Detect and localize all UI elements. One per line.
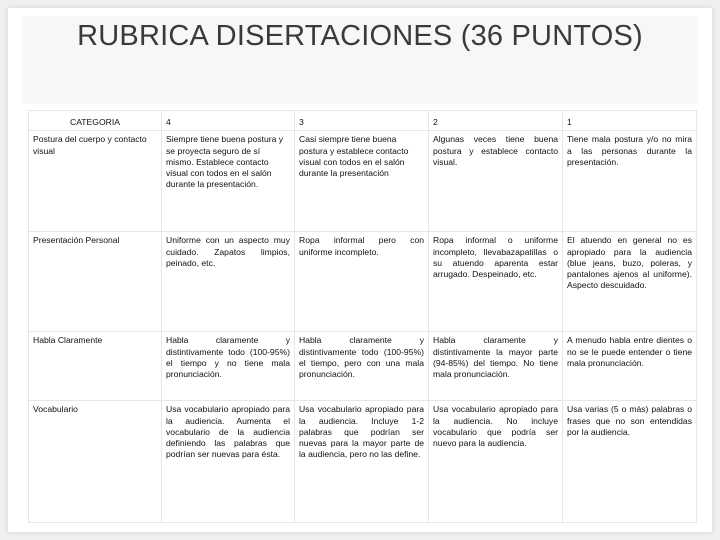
table-row bbox=[29, 401, 697, 523]
table-row bbox=[29, 131, 697, 232]
category-cell: Vocabulario bbox=[29, 401, 162, 523]
score-1-cell: A menudo habla entre dientes o no se le puede entender o tiene mala pronunciación. bbox=[563, 332, 697, 401]
table-row bbox=[29, 232, 697, 332]
slide-title: RUBRICA DISERTACIONES (36 PUNTOS) bbox=[77, 20, 643, 52]
score-1-cell: El atuendo en general no es apropiado para la audiencia (blue jeans, buzo, poleras, y pantalones ajenos al uniforme). Aspecto descuidado. bbox=[563, 232, 697, 332]
score-1-cell: Tiene mala postura y/o no mira a las personas durante la presentación. bbox=[563, 131, 697, 232]
header-category: CATEGORIA bbox=[29, 111, 162, 131]
score-4-cell: Siempre tiene buena postura y se proyecta seguro de sí mismo. Establece contacto visual con todos en el salón durante la presentación. bbox=[162, 131, 295, 232]
score-1-cell: Usa varias (5 o más) palabras o frases que no son entendidas por la audiencia. bbox=[563, 401, 697, 523]
score-4-cell: Usa vocabulario apropiado para la audiencia. Aumenta el vocabulario de la audiencia definiendo las palabras que podrían ser nuevas para ésta. bbox=[162, 401, 295, 523]
score-4-cell: Uniforme con un aspecto muy cuidado. Zapatos limpios, peinado, etc. bbox=[162, 232, 295, 332]
score-2-cell: Algunas veces tiene buena postura y establece contacto visual. bbox=[429, 131, 563, 232]
score-3-cell: Ropa informal pero con uniforme incompleto. bbox=[295, 232, 429, 332]
score-3-cell: Casi siempre tiene buena postura y establece contacto visual con todos en el salón durante la presentación bbox=[295, 131, 429, 232]
score-2-cell: Usa vocabulario apropiado para la audiencia. No incluye vocabulario que podría ser nuevo para la audiencia. bbox=[429, 401, 563, 523]
category-cell: Presentación Personal bbox=[29, 232, 162, 332]
category-cell: Habla Claramente bbox=[29, 332, 162, 401]
header-score-3: 3 bbox=[295, 111, 429, 131]
score-2-cell: Ropa informal o uniforme incompleto, llevabazapatillas o su atuendo aparenta estar arrugado. Despeinado, etc. bbox=[429, 232, 563, 332]
category-cell: Postura del cuerpo y contacto visual bbox=[29, 131, 162, 232]
rubric-table bbox=[28, 110, 697, 523]
header-score-1: 1 bbox=[563, 111, 697, 131]
score-4-cell: Habla claramente y distintivamente todo (100-95%) el tiempo y no tiene mala pronunciación. bbox=[162, 332, 295, 401]
header-score-4: 4 bbox=[162, 111, 295, 131]
score-3-cell: Habla claramente y distintivamente todo (100-95%) el tiempo, pero con una mala pronunciación. bbox=[295, 332, 429, 401]
score-2-cell: Habla claramente y distintivamente la mayor parte (94-85%) del tiempo. No tiene mala pronunciación. bbox=[429, 332, 563, 401]
header-row bbox=[29, 111, 697, 131]
header-score-2: 2 bbox=[429, 111, 563, 131]
score-3-cell: Usa vocabulario apropiado para la audiencia. Incluye 1-2 palabras que podrían ser nuevas para la mayor parte de la audiencia, pero no las define. bbox=[295, 401, 429, 523]
table-row bbox=[29, 332, 697, 401]
